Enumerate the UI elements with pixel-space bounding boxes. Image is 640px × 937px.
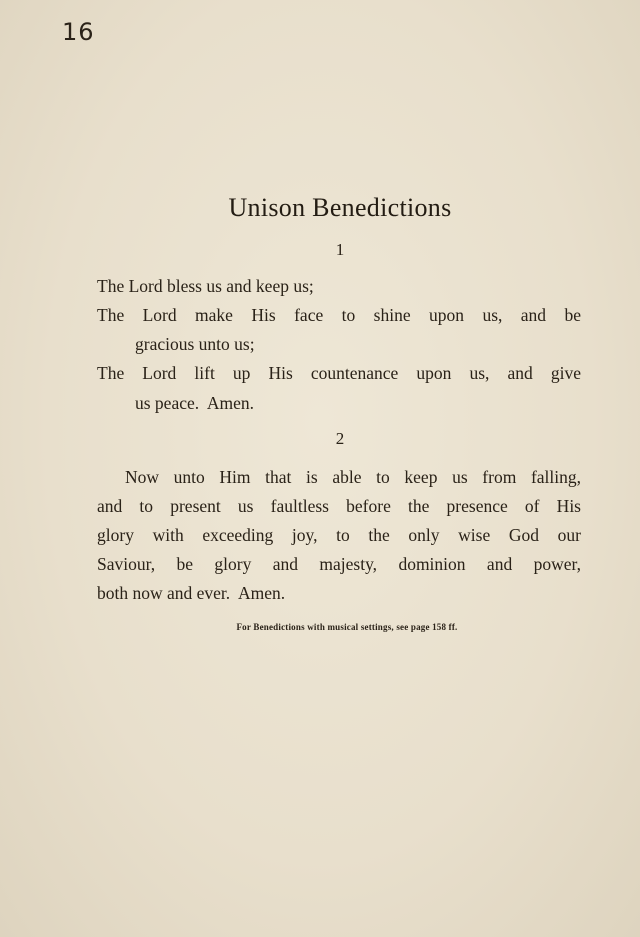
benediction-2-line-2: and to present us faultless before the presence of His [97, 496, 581, 516]
benediction-1-line-4: The Lord lift up His countenance upon us, and give [97, 363, 581, 383]
section-number-2: 2 [335, 429, 345, 448]
benediction-2-line-3: glory with exceeding joy, to the only wise God our [97, 525, 581, 545]
benediction-1-line-3: gracious unto us; [135, 334, 255, 354]
benediction-2-line-1: Now unto Him that is able to keep us from falling, [125, 467, 581, 487]
page-number: 16 [62, 18, 95, 46]
page-title: Unison Benedictions [228, 193, 452, 222]
footnote: For Benedictions with musical settings, see page 158 ff. [236, 622, 458, 632]
benediction-1-line-2: The Lord make His face to shine upon us, and be [97, 305, 581, 325]
benediction-1-line-5: us peace. Amen. [135, 393, 255, 413]
benediction-2-line-4: Saviour, be glory and majesty, dominion and power, [97, 554, 581, 574]
benediction-1-line-1: The Lord bless us and keep us; [97, 276, 314, 296]
benediction-2-line-5: both now and ever. Amen. [97, 583, 286, 603]
section-number-1: 1 [335, 240, 345, 259]
